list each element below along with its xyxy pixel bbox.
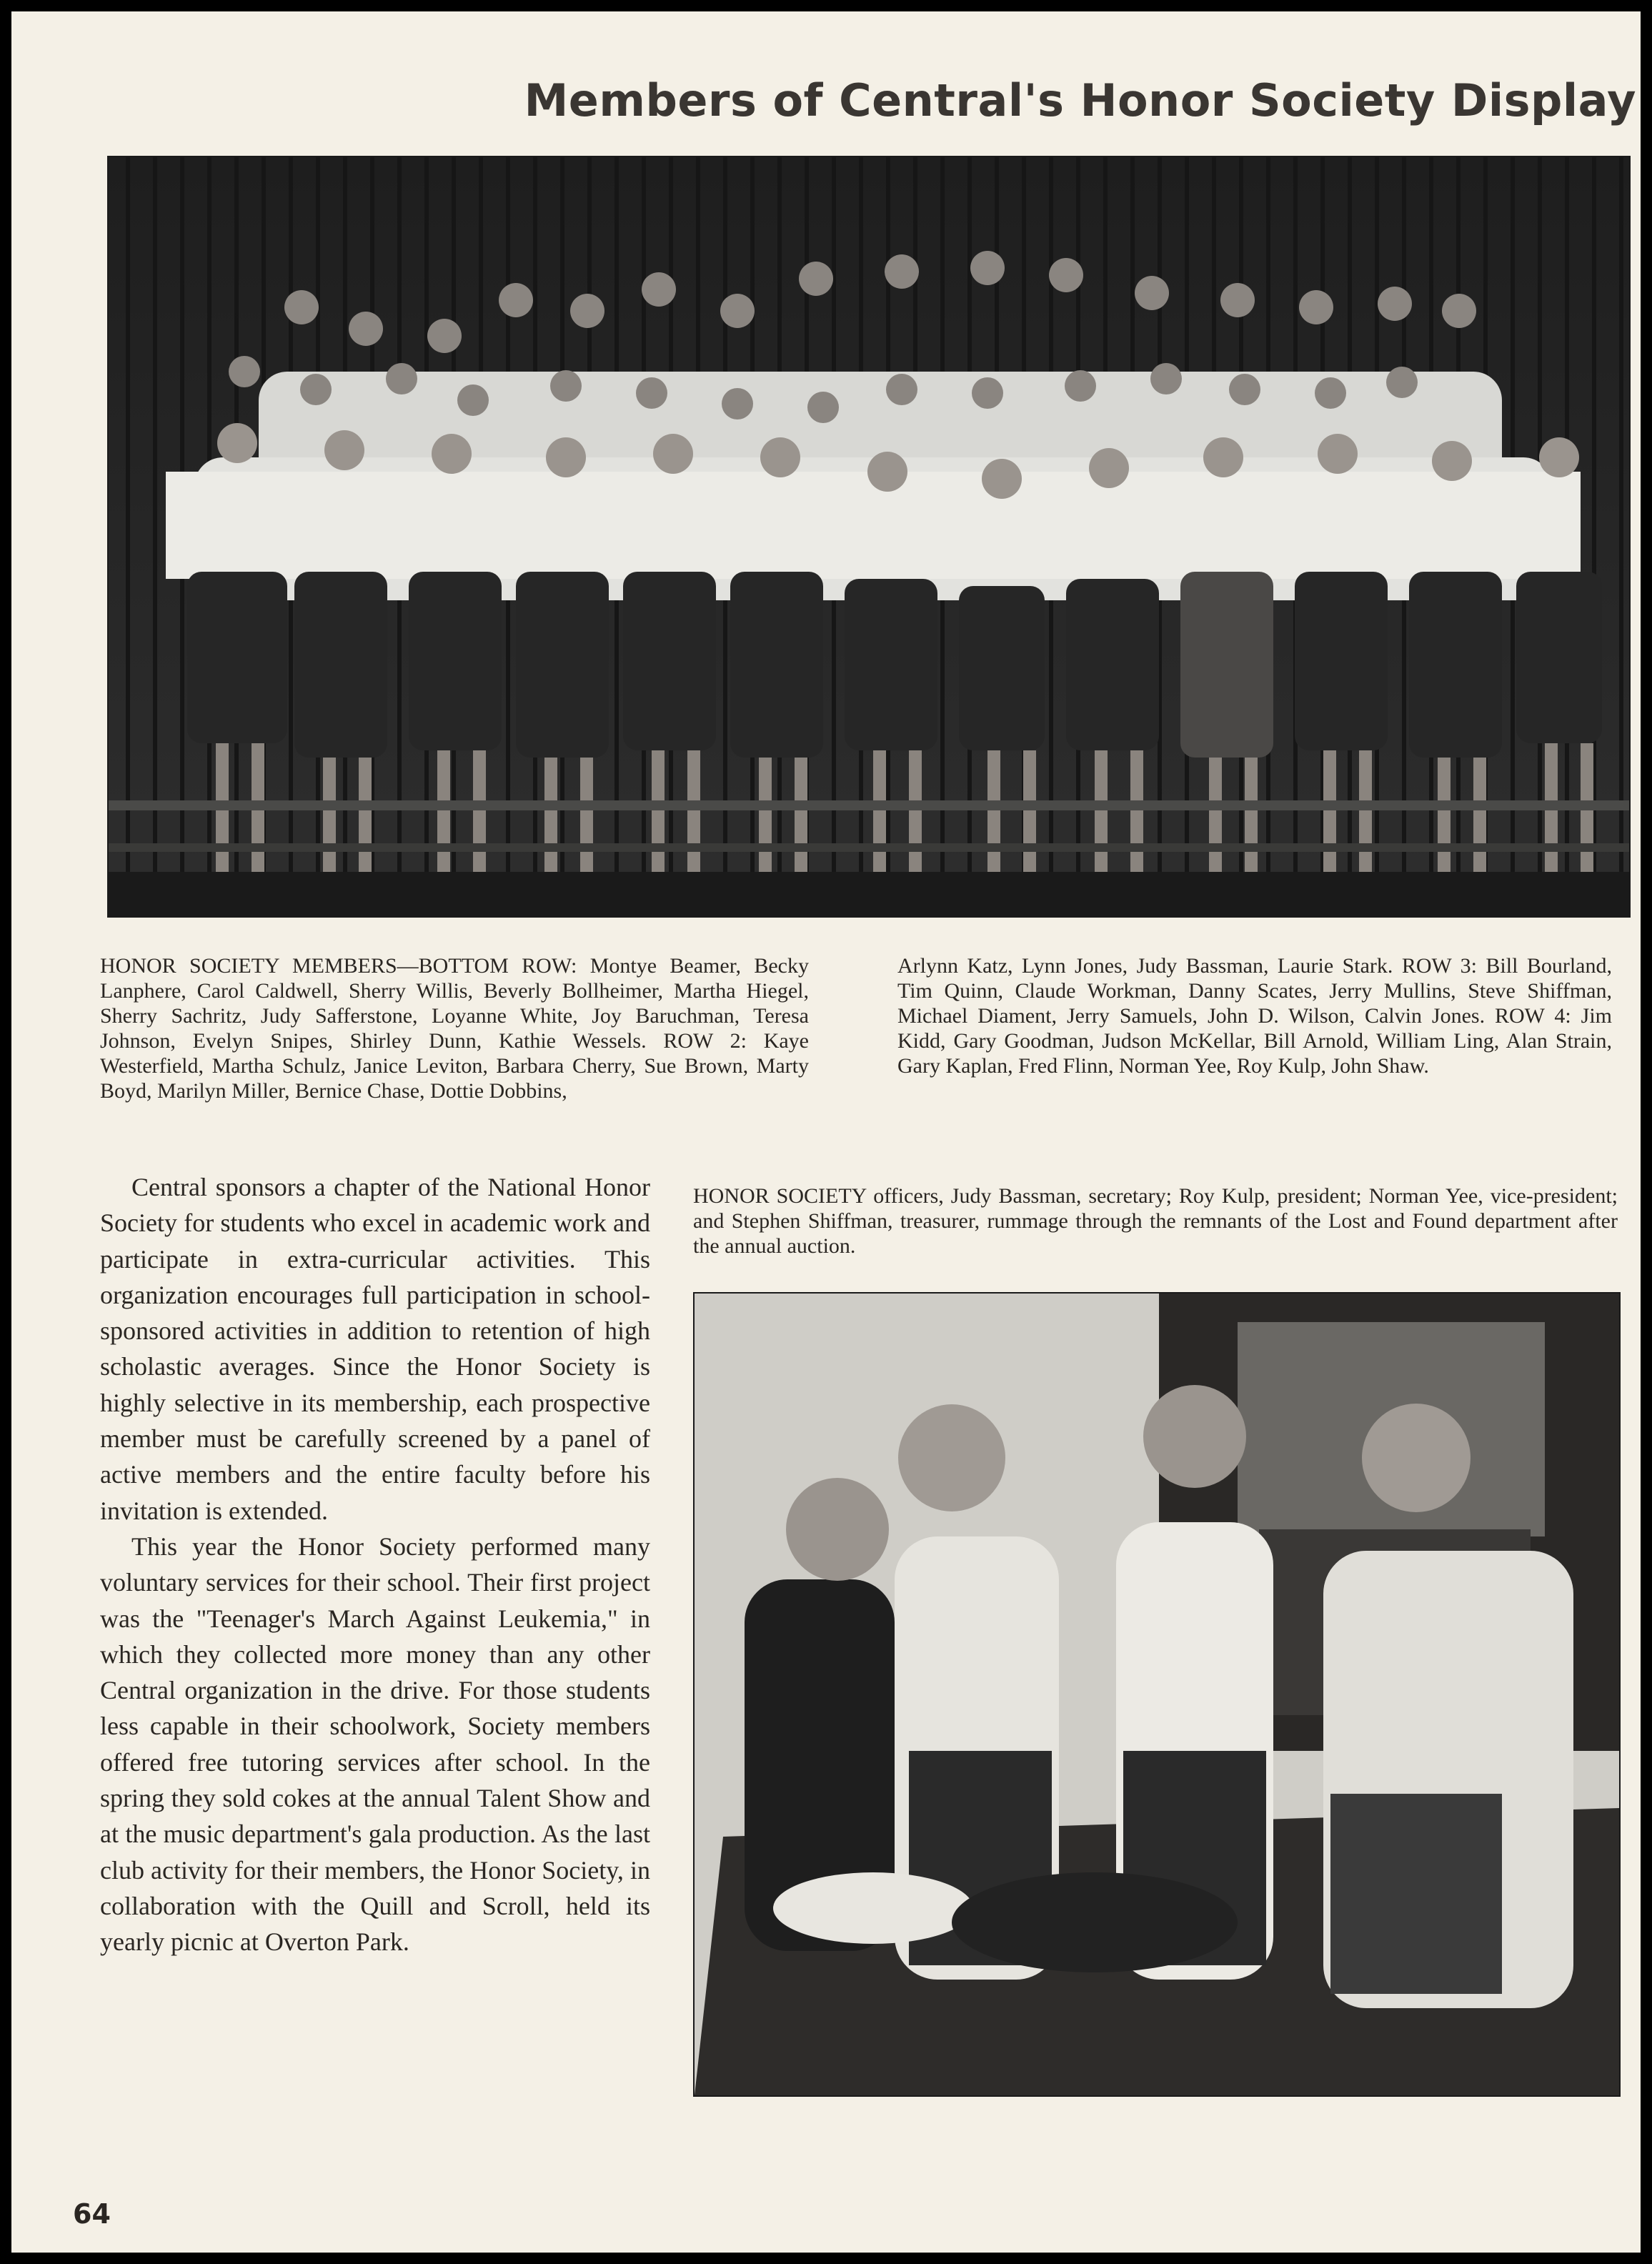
page-headline: Members of Central's Honor Society Display: [524, 74, 1636, 126]
officers-photo: [693, 1292, 1621, 2097]
officers-photo-caption: HONOR SOCIETY officers, Judy Bassman, secretary; Roy Kulp, president; Norman Yee, vice-president; and Stephen Shiffman, treasurer, rummage through the remnants of the Lost and Found department after the annual auction.: [693, 1184, 1618, 1258]
article-paragraph-2: This year the Honor Society performed many voluntary services for their school. Their first project was the "Teenager's March Against Leukemia," in which they collected more money than any other Central organization in the drive. For those students less capable in their schoolwork, Society members offered free tutoring services after school. In the spring they sold cokes at the annual Talent Show and at the music department's gala production. As the last club activity for their members, the Honor Society, in collaboration with the Quill and Scroll, held its yearly picnic at Overton Park.: [100, 1531, 650, 1957]
article-body: [100, 1169, 650, 1960]
group-photo-caption-left: HONOR SOCIETY MEMBERS—BOTTOM ROW: Montye Beamer, Becky Lanphere, Carol Caldwell, Sherry Willis, Beverly Bollheimer, Martha Hiegel, Sherry Sachritz, Judy Safferstone, Loyanne White, Joy Baruchman, Teresa Johnson, Evelyn Snipes, Shirley Dunn, Kathie Wessels. ROW 2: Kaye Westerfield, Martha Schulz, Janice Leviton, Barbara Cherry, Sue Brown, Marty Boyd, Marilyn Miller, Bernice Chase, Dottie Dobbins,: [100, 954, 809, 1103]
group-photo-image: [109, 157, 1629, 916]
yearbook-page: [11, 11, 1641, 2253]
page-number: 64: [73, 2198, 111, 2230]
group-photo: [107, 156, 1631, 918]
group-photo-caption-right: Arlynn Katz, Lynn Jones, Judy Bassman, Laurie Stark. ROW 3: Bill Bourland, Tim Quinn, Claude Workman, Danny Scates, Jerry Mullins, Steve Shiffman, Michael Diament, Jerry Samuels, John D. Wilson, Calvin Jones. ROW 4: Jim Kidd, Gary Goodman, Judson McKellar, Bill Arnold, William Ling, Alan Strain, Gary Kaplan, Fred Flinn, Norman Yee, Roy Kulp, John Shaw.: [897, 954, 1612, 1078]
officers-photo-image: [695, 1294, 1619, 2095]
article-paragraph-1: Central sponsors a chapter of the National Honor Society for students who excel in academic work and participate in extra-curricular activities. This organization encourages full participation in school-sponsored activities in addition to retention of high scholastic averages. Since the Honor Society is highly selective in its membership, each prospective member must be carefully screened by a panel of active members and the entire faculty before his invitation is extended.: [100, 1173, 650, 1525]
